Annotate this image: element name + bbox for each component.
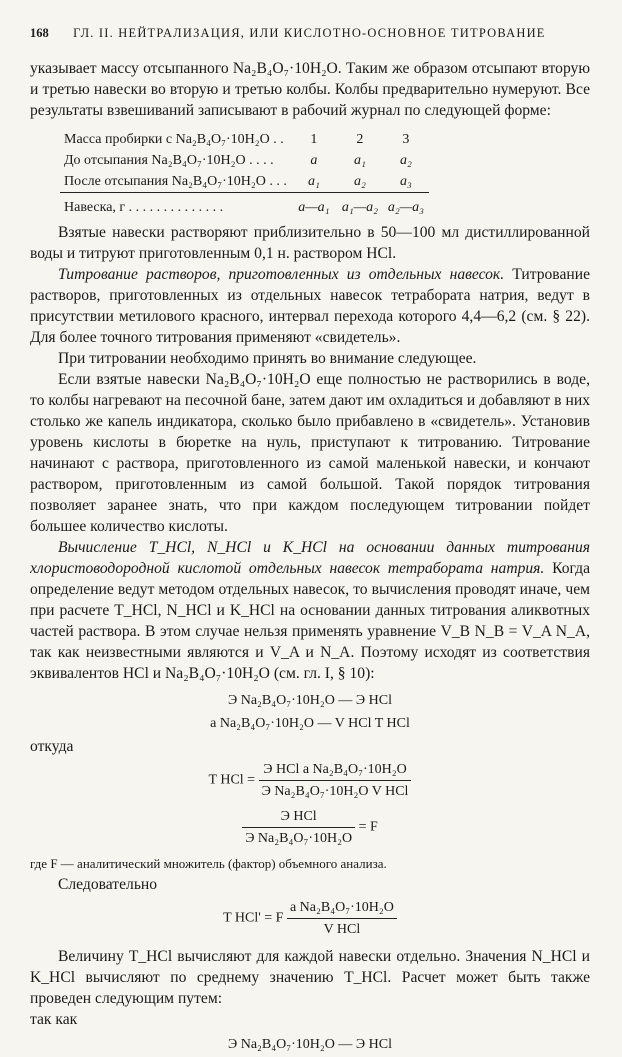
otkuda-text: откуда [30, 738, 74, 755]
cell: 1 [310, 132, 318, 147]
table-total-row [60, 193, 429, 219]
paragraph-text: Титрование растворов, приготовленных из отдельных навесок тетрабората натрия, ведут в присутствии метилового красного, интервал перехода которого 4,4—6,2 (см. § 22). Для более точного титрования применяют «свидетель». [30, 266, 590, 346]
denominator: Э Na₂B₄O₇·10H₂O [245, 831, 353, 846]
paragraph-4: При титровании необходимо принять во внимание следующее. [58, 350, 477, 367]
row-label: До отсыпания Na₂B₄O₇·10H₂O . . . . [64, 153, 274, 168]
paragraph-5: Если взятые навески Na₂B₄O₇·10H₂O еще полностью не растворились в воде, то колбы нагревают на песочной бане, затем дают им охладиться и добавляют в них столько же капель индикатора, сколько было прибавлено в «свидетель». Установив уровень кислоты в бюретке на нуль, приступают к титрованию. Титрование начинают с раствора, приготовленного из самой маленькой навески, и кончают раствором, приготовленным из самой большой. Такой порядок титрования позволяет заранее знать, что при каждом последующем титровании пойдет большее количество кислоты. [30, 371, 590, 535]
table-row [60, 150, 429, 171]
formula-4-lhs: T HCl' = F [223, 910, 284, 926]
cell: a₃ [399, 174, 412, 189]
formula-3-rhs: = F [358, 819, 378, 835]
fraction [287, 897, 397, 940]
denominator: Э Na₂B₄O₇·10H₂O V HCl [261, 784, 409, 799]
numerator: Э HCl [242, 806, 355, 828]
cell: a₂—a₃ [383, 193, 429, 219]
row-label: После отсыпания Na₂B₄O₇·10H₂O . . . [64, 174, 287, 189]
formula-1-bottom: a Na₂B₄O₇·10H₂O — V HCl T HCl [210, 716, 410, 731]
formula-2 [30, 759, 590, 802]
cell: a₂ [353, 174, 366, 189]
paragraph-7: где F — аналитический множитель (фактор) объемного анализа. [30, 856, 387, 871]
table-row [60, 129, 429, 150]
paragraph-3 [30, 264, 590, 348]
chapter-title: ГЛ. II. НЕЙТРАЛИЗАЦИЯ, ИЛИ КИСЛОТНО-ОСНОВНОЕ ТИТРОВАНИЕ [73, 26, 546, 40]
fraction [242, 806, 355, 849]
formula-3 [30, 806, 590, 849]
cell: 2 [356, 132, 364, 147]
paragraph-9: Величину Т_HCl вычисляют для каждой навески отдельно. Значения N_HCl и K_HCl вычисляют по среднему значению Т_HCl. Расчет может быть также проведен следующим путем: [30, 948, 590, 1007]
cell: 3 [402, 132, 410, 147]
page-number: 168 [30, 26, 49, 40]
paragraph-1: указывает массу отсыпанного Na₂B₄O₇·10H₂O. Таким же образом отсыпают вторую и третью навески во вторую и третью колбы. Колбы предварительно нумеруют. Все результаты взвешиваний записывают в рабочий журнал по следующей форме: [30, 60, 590, 119]
formula-4 [30, 897, 590, 940]
cell: a [310, 153, 318, 168]
formula-1-top: Э Na₂B₄O₇·10H₂O — Э HCl [227, 693, 392, 708]
body-text [30, 58, 590, 1057]
paragraph-6 [30, 537, 590, 684]
denominator: V HCl [323, 922, 361, 937]
italic-heading: Вычисление Т_HCl, N_HCl и K_HCl на основании данных титрования хлористоводородной кислотой отдельных навесок тетрабората натрия. [30, 539, 590, 577]
fraction [259, 759, 412, 802]
row-label: Навеска, г . . . . . . . . . . . . . . [60, 193, 291, 219]
formula-5: Э Na₂B₄O₇·10H₂O — Э HCl [227, 1037, 392, 1052]
paragraph-8: Следовательно [58, 876, 158, 893]
formula-2-lhs: T HCl = [208, 772, 256, 788]
paragraph-10: так как [30, 1011, 78, 1028]
cell: a₂ [399, 153, 412, 168]
cell: a₁ [307, 174, 320, 189]
paragraph-text: Когда определение ведут методом отдельных навесок, то вычисления проводят иначе, чем при расчете Т_HCl, N_HCl и K_HCl на основании данных титрования аликвотных частей раствора. В этом случае нельзя применять уравнение V_B N_B = V_A N_A, так как неизвестными являются и V_A и N_A. Поэтому исходят из соответствия эквивалентов HCl и Na₂B₄O₇·10H₂O (см. гл. I, § 10): [30, 560, 590, 682]
paragraph-2: Взятые навески растворяют приблизительно в 50—100 мл дистиллированной воды и титруют приготовленным 0,1 н. раствором HCl. [30, 224, 590, 262]
numerator: Э HCl a Na₂B₄O₇·10H₂O [259, 759, 412, 781]
table-row [60, 171, 429, 193]
cell: a₁ [353, 153, 366, 168]
italic-heading: Титрование растворов, приготовленных из отдельных навесок. [58, 266, 505, 283]
numerator: a Na₂B₄O₇·10H₂O [287, 897, 397, 919]
running-header [30, 26, 590, 41]
cell: a—a₁ [291, 193, 337, 219]
weighing-table [60, 129, 429, 218]
cell: a₁—a₂ [337, 193, 383, 219]
row-label: Масса пробирки с Na₂B₄O₇·10H₂O . . [64, 132, 284, 147]
